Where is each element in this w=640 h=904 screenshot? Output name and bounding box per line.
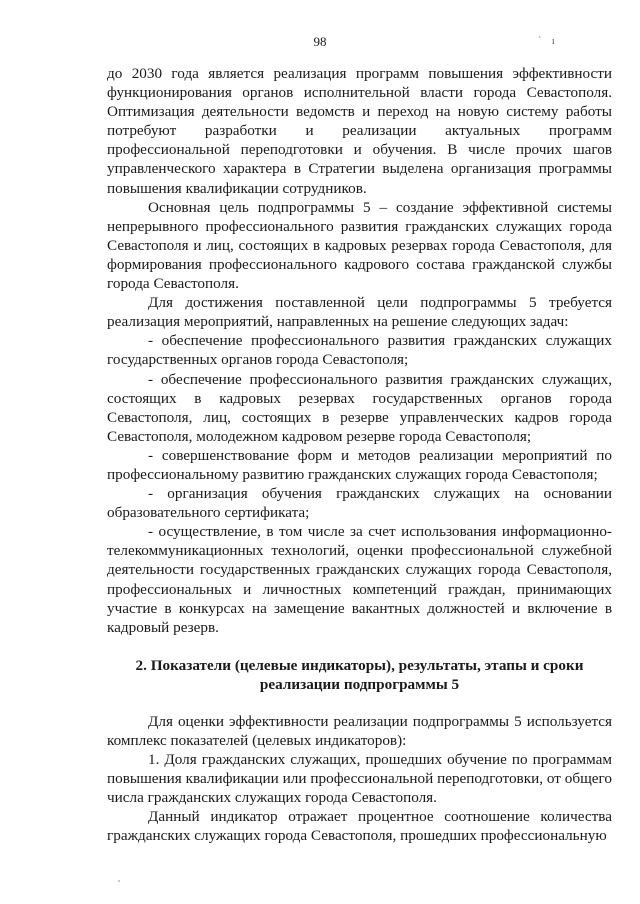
- section-heading: [107, 656, 612, 695]
- document-body: [107, 64, 612, 845]
- paragraph: Для достижения поставленной цели подпрограммы 5 требуется реализация мероприятий, направленных на решение следующих задач:: [107, 294, 612, 331]
- paragraph: Для оценки эффективности реализации подпрограммы 5 используется комплекс показателей (целевых индикаторов):: [107, 712, 612, 749]
- task-list-item: - осуществление, в том числе за счет использования информационно-телекоммуникационных технологий, оценки профессиональной служебной деятельности государственных гражданских служащих города Севастополя, профессиональных и личностных компетенций граждан, принимающих участие в конкурсах на замещение вакантных должностей и включение в кадровый резерв.: [107, 523, 612, 636]
- section-heading-line: реализации подпрограммы 5: [259, 676, 460, 694]
- scan-speck: [118, 880, 120, 882]
- task-list-item: - обеспечение профессионального развития гражданских служащих государственных органов города Севастополя;: [107, 332, 612, 369]
- paragraphs-top: [107, 64, 612, 637]
- paragraphs-bottom: [107, 712, 612, 846]
- task-list-item: - организация обучения гражданских служащих на основании образовательного сертификата;: [107, 485, 612, 522]
- scan-corner-mark: ` ı: [538, 36, 559, 47]
- section-heading-line: 2. Показатели (целевые индикаторы), результаты, этапы и сроки: [135, 656, 584, 674]
- page-number: 98: [313, 34, 327, 49]
- paragraph: Основная цель подпрограммы 5 – создание эффективной системы непрерывного профессионального развития гражданских служащих города Севастополя и лиц, состоящих в кадровых резервах города Севастополя, для формирования профессионального кадрового состава гражданской службы города Севастополя.: [107, 198, 612, 293]
- paragraph: Данный индикатор отражает процентное соотношение количества гражданских служащих города Севастополя, прошедших профессиональную: [107, 808, 612, 845]
- task-list-item: - совершенствование форм и методов реализации мероприятий по профессиональному развитию гражданских служащих города Севастополя;: [107, 446, 612, 483]
- task-list-item: - обеспечение профессионального развития гражданских служащих, состоящих в кадровых резервах государственных органов города Севастополя, лиц, состоящих в резерве управленческих кадров города Севастополя, молодежном кадровом резерве города Севастополя;: [107, 370, 612, 445]
- indicator-paragraph: 1. Доля гражданских служащих, прошедших обучение по программам повышения квалификации или профессиональной переподготовки, от общего числа гражданских служащих города Севастополя.: [107, 751, 612, 807]
- paragraph: до 2030 года является реализация программ повышения эффективности функционирования органов исполнительной власти города Севастополя. Оптимизация деятельности ведомств и переход на новую систему работы потребуют разработки и реализации актуальных программ профессиональной переподготовки и обучения. В числе прочих шагов управленческого характера в Стратегии выделена организация программы повышения квалификации сотрудников.: [107, 65, 612, 197]
